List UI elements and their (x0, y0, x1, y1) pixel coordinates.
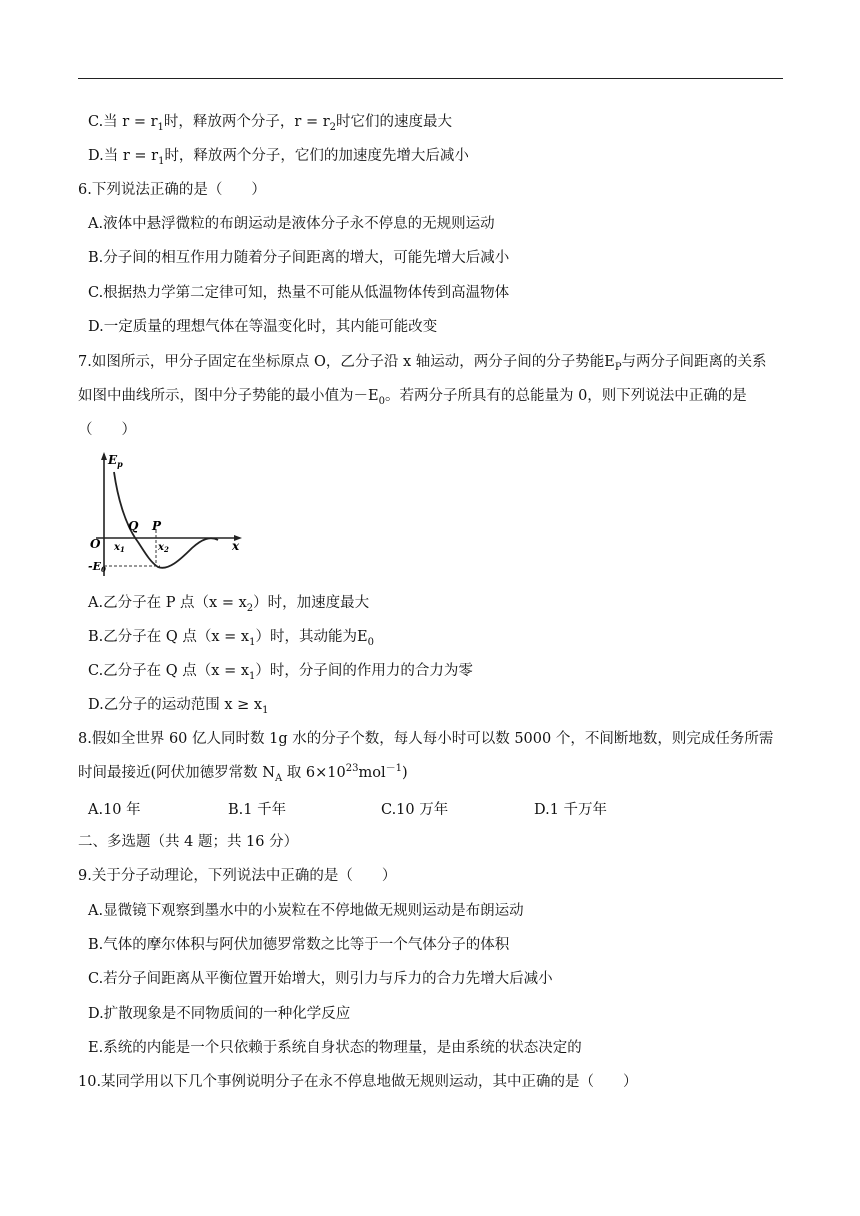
q8-options (88, 798, 648, 818)
q8-option-a: A.10 年 (88, 802, 141, 818)
q7-stem-line1: 7.如图所示，甲分子固定在坐标原点 O，乙分子沿 x 轴运动，两分子间的分子势能$E_P$与两分子间距离的关系 (78, 354, 767, 373)
q7-option-c: C.乙分子在 Q 点$(x = x_1)$时，分子间的作用力的合力为零 (88, 663, 473, 682)
q5-option-c: C.当 $r = r_1$时，释放两个分子，$r = r_2$时它们的速度最大 (88, 114, 453, 133)
q9-option-a: A.显微镜下观察到墨水中的小炭粒在不停地做无规则运动是布朗运动 (88, 903, 524, 919)
q9-option-b: B.气体的摩尔体积与阿伏加德罗常数之比等于一个气体分子的体积 (88, 937, 510, 953)
y-axis-arrow (101, 452, 107, 460)
q7-option-d: D.乙分子的运动范围 $x \ge x_1$ (88, 697, 269, 716)
neg-e0-label: -E0 (88, 560, 106, 574)
q9-option-e: E.系统的内能是一个只依赖于系统自身状态的物理量，是由系统的状态决定的 (88, 1040, 582, 1056)
q9-option-d: D.扩散现象是不同物质间的一种化学反应 (88, 1006, 351, 1022)
q6-stem: 6.下列说法正确的是（ ） (78, 182, 266, 198)
q7-option-b: B.乙分子在 Q 点$(x = x_1)$时，其动能为$E_0$ (88, 629, 374, 648)
q6-option-c: C.根据热力学第二定律可知，热量不可能从低温物体传到高温物体 (88, 285, 510, 301)
y-axis-label: $E_p$ (108, 453, 123, 469)
q8-option-d: D.1 千万年 (534, 802, 608, 818)
q5-option-d: D.当 $r = r_1$时，释放两个分子，它们的加速度先增大后减小 (88, 148, 469, 167)
q6-option-a: A.液体中悬浮微粒的布朗运动是液体分子永不停息的无规则运动 (88, 216, 495, 232)
q8-option-c: C.10 万年 (381, 802, 449, 818)
q6-option-d: D.一定质量的理想气体在等温变化时，其内能可能改变 (88, 319, 438, 335)
q9-option-c: C.若分子间距离从平衡位置开始增大，则引力与斥力的合力先增大后减小 (88, 971, 553, 987)
q9-stem: 9.关于分子动理论，下列说法中正确的是（ ） (78, 868, 397, 884)
q6-option-b: B.分子间的相互作用力随着分子间距离的增大，可能先增大后减小 (88, 250, 510, 266)
section-heading: 二、多选题（共 4 题；共 16 分） (78, 834, 299, 850)
origin-label: O (90, 537, 101, 551)
potential-energy-figure (88, 450, 248, 582)
q10-stem: 10.某同学用以下几个事例说明分子在永不停息地做无规则运动，其中正确的是（ ） (78, 1074, 638, 1090)
x1-label: $x_1$ (114, 542, 125, 554)
header-rule (78, 78, 783, 79)
q7-stem-line3: （ ） (78, 422, 136, 438)
x-axis-label: x (232, 539, 240, 553)
point-q-label: Q (128, 519, 139, 533)
q8-stem-line1: 8.假如全世界 60 亿人同时数 1g 水的分子个数，每人每小时可以数 5000 个，不间断地数，则完成任务所需 (78, 731, 774, 747)
q8-stem-line2: 时间最接近(阿伏加德罗常数 $N_A$ 取 $6\times 10^{23}mol^{-1}$) (78, 763, 408, 784)
q8-option-b: B.1 千年 (228, 802, 287, 818)
x2-label: $x_2$ (158, 542, 169, 554)
q7-option-a: A.乙分子在 P 点$(x = x_2)$时，加速度最大 (88, 595, 370, 614)
point-p-label: P (152, 519, 162, 533)
q7-stem-line2: 如图中曲线所示，图中分子势能的最小值为$-E_0$。若两分子所具有的总能量为 0，则下列说法中正确的是 (78, 388, 747, 407)
